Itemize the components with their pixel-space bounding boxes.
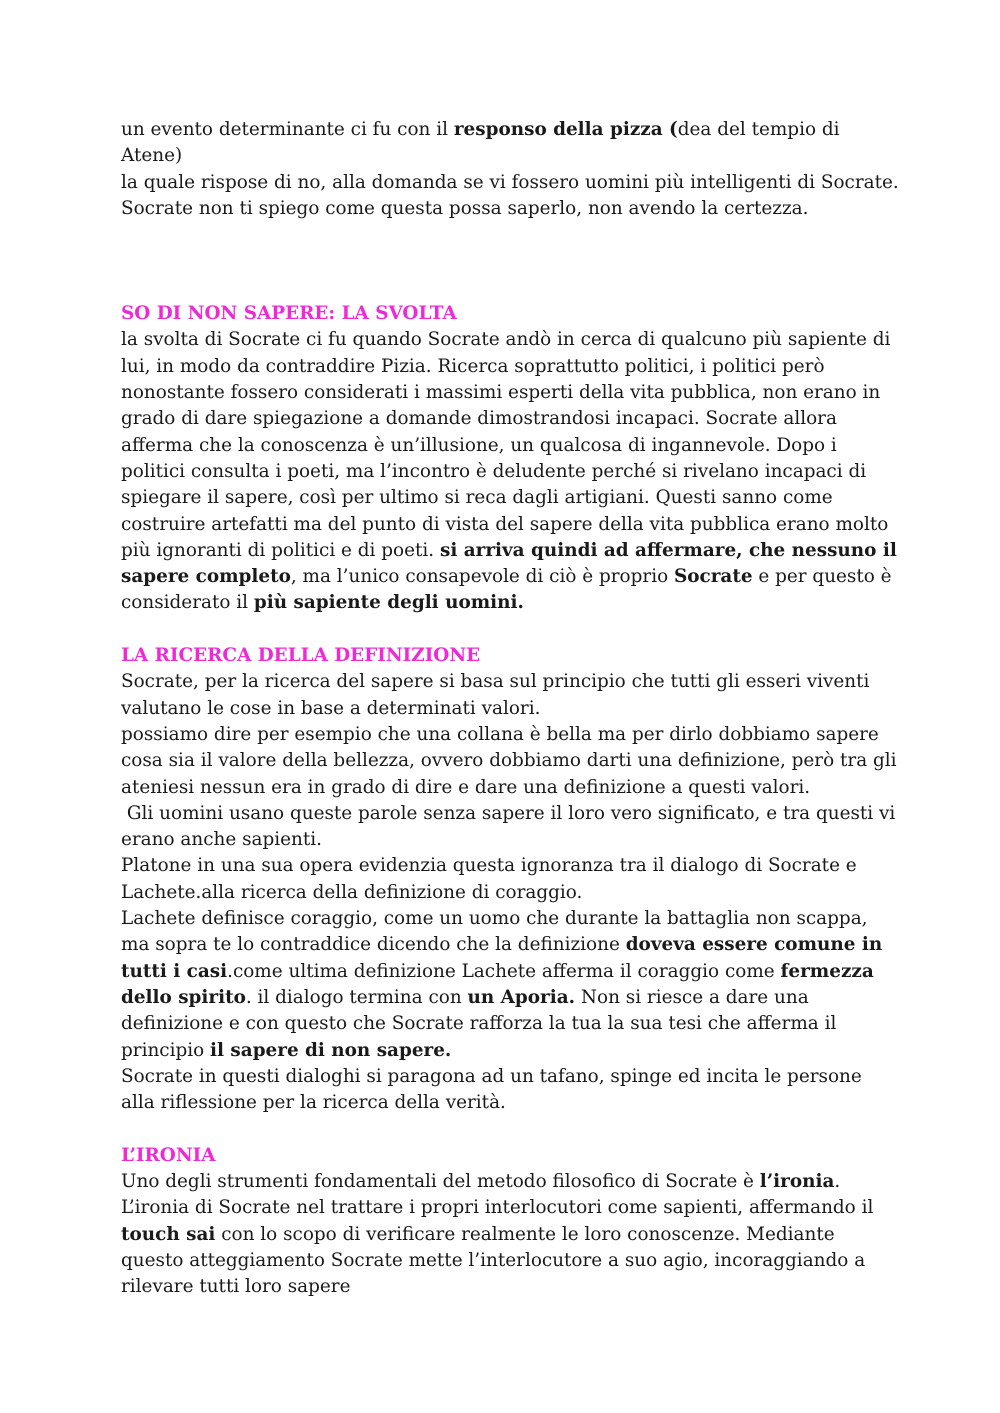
section-ricerca-definizione <box>121 643 900 1116</box>
section-heading: L’IRONIA <box>121 1144 216 1166</box>
paragraph: Platone in una sua opera evidenzia questa ignoranza tra il dialogo di Socrate e Lachete.alla ricerca della definizione di coraggio. <box>121 855 857 903</box>
paragraph: possiamo dire per esempio che una collana è bella ma per dirlo dobbiamo sapere cosa sia il valore della bellezza, ovvero dobbiamo darti una definizione, però tra gli ateniesi nessun era in grado di dire e dare una definizione a questi valori. <box>121 723 897 798</box>
section-heading: LA RICERCA DELLA DEFINIZIONE <box>121 645 481 667</box>
section-body: la svolta di Socrate ci fu quando Socrate andò in cerca di qualcuno più sapiente di lui, in modo da contraddire Pizia. Ricerca soprattutto politici, i politici però nonostante fossero considerati i massimi esperti della vita pubblica, non erano in grado di dare spiegazione a domande dimostrandosi incapaci. Socrate allora afferma che la conoscenza è un’illusione, un qualcosa di ingannevole. Dopo i politici consulta i poeti, ma l’incontro è deludente perché si rivelano incapaci di spiegare il sapere, così per ultimo si reca dagli artigiani. Questi sanno come costruire artefatti ma del punto di vista del sapere della vita pubblica erano molto più ignoranti di politici e di poeti. si arriva quindi ad affermare, che nessuno il sapere completo, ma l’unico consapevole di ciò è proprio Socrate e per questo è considerato il più sapiente degli uomini. <box>121 329 897 614</box>
spacer <box>121 222 900 301</box>
paragraph: Socrate, per la ricerca del sapere si basa sul principio che tutti gli esseri viventi valutano le cose in base a determinati valori. <box>121 671 870 719</box>
spacer <box>121 1116 900 1142</box>
paragraph: L’ironia di Socrate nel trattare i propri interlocutori come sapienti, affermando il touch sai con lo scopo di verificare realmente le loro conoscenze. Mediante questo atteggiamento Socrate mette l’interlocutore a suo agio, incoraggiando a rilevare tutti loro sapere <box>121 1197 874 1298</box>
paragraph: Gli uomini usano queste parole senza sapere il loro vero significato, e tra questi vi erano anche sapienti. <box>121 802 902 851</box>
section-heading: SO DI NON SAPERE: LA SVOLTA <box>121 303 457 325</box>
paragraph: Socrate in questi dialoghi si paragona ad un tafano, spinge ed incita le persone alla riflessione per la ricerca della verità. <box>121 1065 862 1114</box>
section-so-di-non-sapere <box>121 301 900 617</box>
paragraph: Uno degli strumenti fondamentali del metodo filosofico di Socrate è l’ironia. <box>121 1170 841 1192</box>
section-ironia <box>121 1143 900 1301</box>
paragraph: Lachete definisce coraggio, come un uomo che durante la battaglia non scappa, ma sopra te lo contraddice dicendo che la definizione doveva essere comune in tutti i casi.come ultima definizione Lachete afferma il coraggio come fermezza dello spirito. il dialogo termina con un Aporia. Non si riesce a dare una definizione e con questo che Socrate rafforza la tua la sua tesi che afferma il principio il sapere di non sapere. <box>121 908 883 1061</box>
spacer <box>121 617 900 643</box>
intro-line-3: Socrate non ti spiego come questa possa saperlo, non avendo la certezza. <box>121 197 809 219</box>
intro-line-1: un evento determinante ci fu con il responso della pizza (dea del tempio di Atene) <box>121 119 840 167</box>
intro-line-2: la quale rispose di no, alla domanda se vi fossero uomini più intelligenti di Socrate. <box>121 171 899 193</box>
